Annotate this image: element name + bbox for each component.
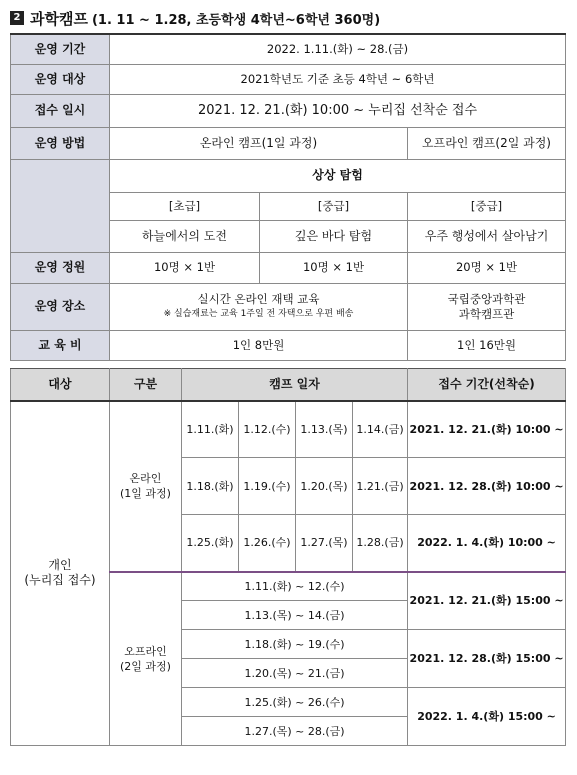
online-date: 1.12.(수) xyxy=(239,401,296,458)
method-offline: 오프라인 캠프(2일 과정) xyxy=(408,127,566,159)
online-type-line1: 온라인 xyxy=(129,472,162,485)
level-1: [초급] xyxy=(110,192,260,220)
capacity-2: 10명 × 1반 xyxy=(260,252,408,283)
program-label-empty xyxy=(11,159,110,252)
offline-date: 1.11.(화) ~ 12.(수) xyxy=(182,572,408,601)
fee-online: 1인 8만원 xyxy=(110,330,408,360)
capacity-label: 운영 정원 xyxy=(11,252,110,283)
method-label: 운영 방법 xyxy=(11,127,110,159)
target-label: 운영 대상 xyxy=(11,64,110,94)
offline-date: 1.27.(목) ~ 28.(금) xyxy=(182,717,408,746)
method-online: 온라인 캠프(1일 과정) xyxy=(110,127,408,159)
offline-apply: 2021. 12. 28.(화) 15:00 ~ xyxy=(408,630,566,688)
offline-date: 1.20.(목) ~ 21.(금) xyxy=(182,659,408,688)
target-value: 2021학년도 기준 초등 4학년 ~ 6학년 xyxy=(110,64,566,94)
offline-date: 1.18.(화) ~ 19.(수) xyxy=(182,630,408,659)
period-value: 2022. 1.11.(화) ~ 28.(금) xyxy=(110,34,566,64)
header-type: 구분 xyxy=(110,369,182,401)
online-date: 1.19.(수) xyxy=(239,458,296,515)
online-apply: 2021. 12. 21.(화) 10:00 ~ xyxy=(408,401,566,458)
header-dates: 캠프 일자 xyxy=(182,369,408,401)
level-3: [중급] xyxy=(408,192,566,220)
fee-label: 교 육 비 xyxy=(11,330,110,360)
online-date: 1.14.(금) xyxy=(353,401,408,458)
apply-value: 2021. 12. 21.(화) 10:00 ~ 누리집 선착순 접수 xyxy=(110,94,566,127)
offline-type-cell xyxy=(110,572,182,746)
place-offline-line2: 과학캠프관 xyxy=(458,306,515,321)
offline-date: 1.13.(목) ~ 14.(금) xyxy=(182,601,408,630)
online-date: 1.25.(화) xyxy=(182,515,239,572)
target-cell xyxy=(11,401,110,746)
capacity-3: 20명 × 1반 xyxy=(408,252,566,283)
place-offline xyxy=(408,283,566,330)
offline-apply: 2022. 1. 4.(화) 15:00 ~ xyxy=(408,688,566,746)
place-online-note: ※ 실습재료는 교육 1주일 전 자택으로 우편 배송 xyxy=(163,308,354,319)
place-offline-line1: 국립중앙과학관 xyxy=(447,291,526,306)
topic-2: 깊은 바다 탐험 xyxy=(260,220,408,252)
online-date: 1.18.(화) xyxy=(182,458,239,515)
level-2: [중급] xyxy=(260,192,408,220)
online-type-cell xyxy=(110,401,182,572)
period-label: 운영 기간 xyxy=(11,34,110,64)
offline-date: 1.25.(화) ~ 26.(수) xyxy=(182,688,408,717)
fee-offline: 1인 16만원 xyxy=(408,330,566,360)
place-online xyxy=(110,283,408,330)
theme-title: 상상 탐험 xyxy=(110,159,566,192)
offline-type-line2: (2일 과정) xyxy=(120,659,171,673)
offline-type-line1: 오프라인 xyxy=(124,644,167,658)
section-title-main: 과학캠프 xyxy=(30,9,88,28)
online-row xyxy=(11,401,566,458)
topic-1: 하늘에서의 도전 xyxy=(110,220,260,252)
place-label: 운영 장소 xyxy=(11,283,110,330)
online-date: 1.11.(화) xyxy=(182,401,239,458)
capacity-1: 10명 × 1반 xyxy=(110,252,260,283)
section-title xyxy=(10,6,380,30)
online-date: 1.13.(목) xyxy=(296,401,353,458)
target-line1: 개인 xyxy=(48,558,72,573)
online-apply: 2022. 1. 4.(화) 10:00 ~ xyxy=(408,515,566,572)
online-type-line2: (1일 과정) xyxy=(120,487,171,500)
header-apply: 접수 기간(선착순) xyxy=(408,369,566,401)
apply-label: 접수 일시 xyxy=(11,94,110,127)
online-apply: 2021. 12. 28.(화) 10:00 ~ xyxy=(408,458,566,515)
schedule-table xyxy=(10,368,566,746)
offline-apply: 2021. 12. 21.(화) 15:00 ~ xyxy=(408,572,566,630)
online-date: 1.27.(목) xyxy=(296,515,353,572)
header-target: 대상 xyxy=(11,369,110,401)
section-number-badge: 2 xyxy=(10,11,24,25)
online-date: 1.28.(금) xyxy=(353,515,408,572)
topic-3: 우주 행성에서 살아남기 xyxy=(408,220,566,252)
section-title-sub: (1. 11 ~ 1.28, 초등학생 4학년~6학년 360명) xyxy=(91,12,381,28)
target-line2: (누리집 접수) xyxy=(24,573,96,588)
online-date: 1.26.(수) xyxy=(239,515,296,572)
place-online-text: 실시간 온라인 재택 교육 xyxy=(197,291,320,306)
camp-info-table xyxy=(10,33,566,361)
online-date: 1.21.(금) xyxy=(353,458,408,515)
online-date: 1.20.(목) xyxy=(296,458,353,515)
